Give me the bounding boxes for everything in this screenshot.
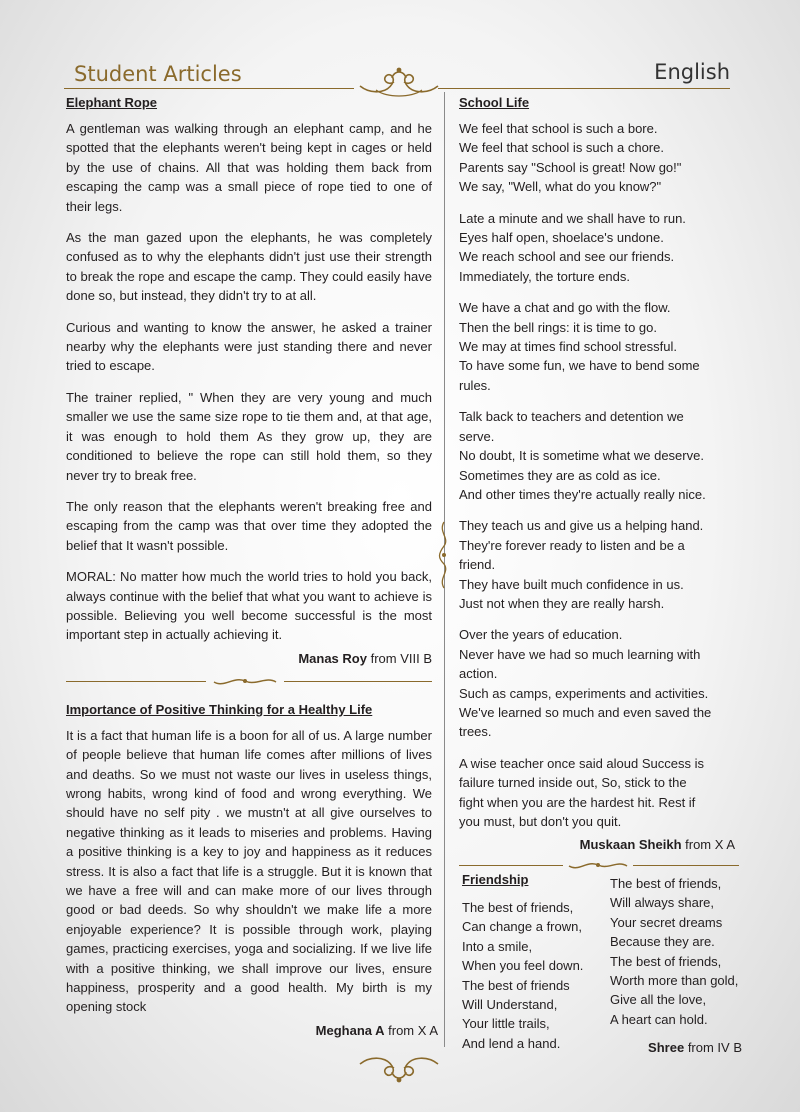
header-rule-left <box>64 88 354 89</box>
divider-flourish-icon <box>436 520 452 590</box>
author-name: Manas Roy <box>298 650 367 666</box>
author-class: from VIII B <box>370 650 432 666</box>
article-school-life <box>459 95 735 852</box>
article-positive-thinking <box>66 701 438 1038</box>
poem-stanza: Talk back to teachers and detention we serve. No doubt, It is sometime what we deserve. Sometimes they are as cold as ice. And other times they're actually really nice. <box>459 409 706 502</box>
poem-stanza: Over the years of education. Never have we had so much learning with action. Such as camps, experiments and activities. We've learned so much and even saved the trees. <box>459 627 712 740</box>
poem-stanza: We feel that school is such a bore. We feel that school is such a chore. Parents say "School is great! Now go!" We say, "Well, what do you know?" <box>459 121 682 195</box>
poem-stanza: They teach us and give us a helping hand. They're forever ready to listen and be a friend. They have built much confidence in us. Just not when they are really harsh. <box>459 518 704 611</box>
article-title: Friendship <box>462 872 529 887</box>
friendship-right-column <box>610 874 750 1041</box>
right-column <box>459 95 735 872</box>
header-rule-right <box>438 88 730 89</box>
section-separator <box>459 858 739 872</box>
paragraph: Curious and wanting to know the answer, he asked a trainer nearby why the elephants were just standing there and never tried to escape. <box>66 319 432 374</box>
poem-stanza: A wise teacher once said aloud Success is failure turned inside out, So, stick to the fight when you are the hardest hit. Rest if you must, but don't you quit. <box>459 755 704 829</box>
author-byline <box>648 1040 742 1055</box>
article-title: Elephant Rope <box>66 95 158 110</box>
page-header <box>64 58 730 90</box>
small-flourish-icon <box>212 674 278 688</box>
author-byline <box>459 837 735 852</box>
section-separator <box>66 674 432 688</box>
poem-stanza: The best of friends, Can change a frown, Into a smile, When you feel down. The best of friends Will Understand, Your little trails, And lend a hand. <box>462 900 584 1051</box>
section-title: Student Articles <box>74 62 242 86</box>
poem-stanza: The best of friends, Will always share, Your secret dreams Because they are. The best of friends, Worth more than gold, Give all the love, A heart can hold. <box>610 876 739 1027</box>
paragraph: The only reason that the elephants weren't breaking free and escaping from the camp was that over time they adopted the belief that It wasn't possible. <box>66 498 432 553</box>
author-byline <box>66 651 432 666</box>
author-byline <box>66 1023 438 1038</box>
author-name: Shree <box>648 1040 685 1055</box>
paragraph: The trainer replied, " When they are very young and much smaller we use the same size rope to tie them and, at that age, it was enough to hold them As they grow up, they are conditioned to believe the rope can still hold them, so they never try to break free. <box>66 389 432 483</box>
paragraph: MORAL: No matter how much the world tries to hold you back, always continue with the belief that what you want to achieve is possible. Believing you well become successful is the most important step in actually achieving it. <box>66 569 432 643</box>
paragraph: A gentleman was walking through an elephant camp, and he spotted that the elephants weren't being kept in cages or held by the use of chains. All that was holding them back from escaping the camp was a small piece of rope tied to one of their legs. <box>66 121 432 214</box>
author-class: from IV B <box>687 1040 742 1055</box>
paragraph: It is a fact that human life is a boon for all of us. A large number of people believe that human life comes after millions of lives and deaths. So we must not waste our lives in useless things, wrong habits, wrong kind of food and wrong everything. We should have no self pity . we mustn't at all give ourselves to negative thinking as it leads to miseries and problems. Having a positive thinking is a key to joy and happiness as it reduces stress. It is also a fact that life is a struggle. But it is known that we have a free will and can make more of our lives through good or bad deeds. So why shouldn't we make life a more enjoyable experience? It is possible through work, playing games, practicing exercises, yoga and socializing. If we live life with a positive thinking, we shall improve our lives, ensure happiness, prosperity and a good health. My birth is my opening stock <box>66 727 432 1015</box>
author-class: from X A <box>685 837 735 853</box>
poem-stanza: Late a minute and we shall have to run. Eyes half open, shoelace's undone. We reach school and see our friends. Immediately, the torture ends. <box>459 210 686 284</box>
bottom-scroll-ornament-icon <box>356 1050 442 1086</box>
left-column <box>66 95 438 1038</box>
author-name: Meghana A <box>315 1022 385 1038</box>
article-title: Importance of Positive Thinking for a Healthy Life <box>66 701 373 717</box>
friendship-left-column <box>462 872 612 1065</box>
author-class: from X A <box>388 1022 438 1038</box>
poem-stanza: We have a chat and go with the flow. Then the bell rings: it is time to go. We may at times find school stressful. To have some fun, we have to bend some rules. <box>459 300 700 393</box>
article-title: School Life <box>459 95 530 110</box>
small-flourish-icon <box>567 858 629 872</box>
subject-title: English <box>654 60 730 84</box>
article-elephant-rope <box>66 95 432 666</box>
paragraph: As the man gazed upon the elephants, he was completely confused as to why the elephants didn't just use their strength to break the rope and escape the camp. They could easily have done so, but instead, they didn't try to at all. <box>66 230 432 304</box>
author-name: Muskaan Sheikh <box>579 837 682 853</box>
